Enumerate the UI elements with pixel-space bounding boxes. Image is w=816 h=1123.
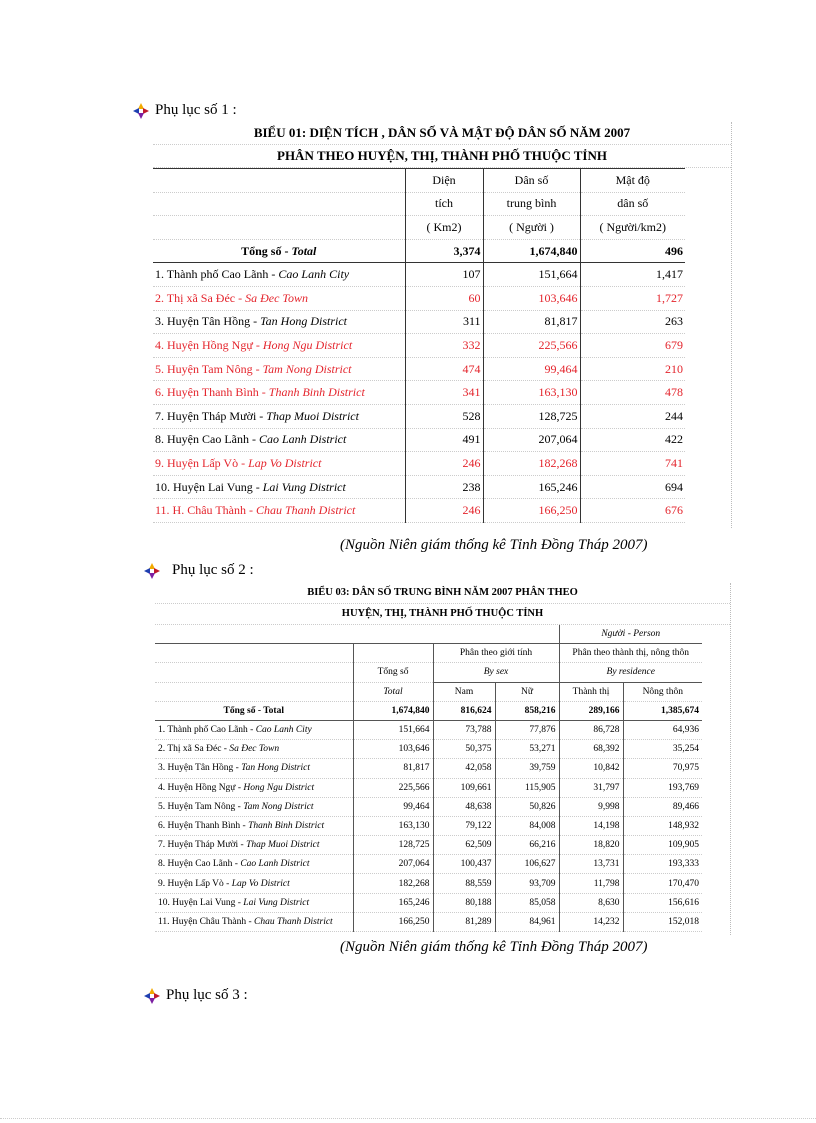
district-name: 2. Thị xã Sa Đéc -: [158, 744, 230, 755]
table-2-header-row: [155, 682, 702, 701]
cell-male: 81,289: [433, 912, 495, 931]
table-2-title-line-2: HUYỆN, THỊ, THÀNH PHỐ THUỘC TỈNH: [155, 604, 730, 625]
table-row: [153, 499, 685, 523]
page-bottom-divider: [0, 1118, 816, 1119]
district-name: 6. Huyện Thanh Bình -: [158, 820, 249, 831]
table-row: [153, 428, 685, 452]
table-row: [153, 310, 685, 334]
cell-male: 100,437: [433, 855, 495, 874]
cell-density: 741: [580, 452, 685, 476]
district-name: 5. Huyện Tam Nông -: [158, 801, 244, 812]
district-name: 2. Thị xã Sa Đéc -: [155, 290, 246, 305]
table-row: [153, 334, 685, 358]
district-name-en: Tan Hong District: [241, 763, 311, 774]
cell-female: 84,961: [495, 912, 559, 931]
district-name-en: Tan Hong District: [260, 314, 347, 329]
cell-total: 225,566: [353, 778, 433, 797]
cell-area: 341: [405, 381, 483, 405]
district-name: 1. Thành phố Cao Lãnh -: [155, 267, 279, 282]
total-population: 1,674,840: [483, 239, 580, 263]
cell-total: 128,725: [353, 836, 433, 855]
cell-rural: 64,936: [623, 720, 702, 739]
district-name: 8. Huyện Cao Lãnh -: [155, 432, 259, 447]
cell-pop: 166,250: [483, 499, 580, 523]
cell-density: 679: [580, 334, 685, 358]
table-1-source: (Nguồn Niên giám thống kê Tỉnh Đồng Tháp 2007): [340, 537, 648, 553]
total-female: 858,216: [495, 701, 559, 720]
table-2: [155, 583, 731, 935]
cell-male: 88,559: [433, 874, 495, 893]
table-row: [155, 797, 702, 816]
cell-total: 207,064: [353, 855, 433, 874]
col-header-density: dân số: [580, 192, 685, 216]
total-label: Tổng số -: [241, 243, 292, 258]
total-male: 816,624: [433, 701, 495, 720]
district-name-en: Cao Lanh District: [240, 859, 310, 870]
cell-male: 50,375: [433, 740, 495, 759]
table-row: [155, 836, 702, 855]
appendix-2-label: Phụ lục số 2 :: [172, 562, 254, 578]
total-urban: 289,166: [559, 701, 623, 720]
col-header-by-residence: Phân theo thành thị, nông thôn: [559, 644, 702, 663]
cell-urban: 9,998: [559, 797, 623, 816]
table-1-header-row: [153, 216, 685, 240]
district-name: 4. Huyện Hồng Ngự -: [158, 782, 244, 793]
col-header-rural: Nông thôn: [623, 682, 702, 701]
cell-female: 85,058: [495, 893, 559, 912]
cell-pop: 225,566: [483, 334, 580, 358]
cell-urban: 13,731: [559, 855, 623, 874]
cell-pop: 81,817: [483, 310, 580, 334]
district-name-en: Tam Nong District: [243, 801, 314, 812]
cell-male: 73,788: [433, 720, 495, 739]
cell-female: 50,826: [495, 797, 559, 816]
cell-male: 42,058: [433, 759, 495, 778]
cell-male: 109,661: [433, 778, 495, 797]
table-2-title-line-1: BIỂU 03: DÂN SỐ TRUNG BÌNH NĂM 2007 PHÂN THEO: [155, 583, 730, 604]
cell-area: 311: [405, 310, 483, 334]
cell-pop: 182,268: [483, 452, 580, 476]
table-row: [155, 893, 702, 912]
table-row: [153, 404, 685, 428]
district-name-en: Thanh Binh District: [248, 820, 325, 831]
table-row: [153, 475, 685, 499]
cell-urban: 11,798: [559, 874, 623, 893]
cell-total: 103,646: [353, 740, 433, 759]
col-header-density: Mật độ: [580, 169, 685, 193]
cell-area: 528: [405, 404, 483, 428]
district-name: 9. Huyện Lấp Vò -: [158, 878, 232, 889]
table-row: [155, 720, 702, 739]
total-label-en: Total: [291, 243, 317, 258]
cell-area: 107: [405, 263, 483, 287]
district-name: 8. Huyện Cao Lãnh -: [158, 859, 241, 870]
table-1-title-line-2: PHÂN THEO HUYỆN, THỊ, THÀNH PHỐ THUỘC TỈNH: [153, 145, 731, 168]
col-header-area-unit: ( Km2): [405, 216, 483, 240]
col-header-female: Nữ: [495, 682, 559, 701]
cell-pop: 207,064: [483, 428, 580, 452]
district-name: 6. Huyện Thanh Bình -: [155, 385, 269, 400]
table-row: [153, 286, 685, 310]
cell-male: 62,509: [433, 836, 495, 855]
table-row: [155, 778, 702, 797]
cell-area: 246: [405, 499, 483, 523]
table-row: [153, 381, 685, 405]
cell-urban: 18,820: [559, 836, 623, 855]
cell-urban: 14,232: [559, 912, 623, 931]
cell-total: 182,268: [353, 874, 433, 893]
cell-urban: 14,198: [559, 816, 623, 835]
col-header-by-residence-en: By residence: [559, 663, 702, 682]
cell-pop: 103,646: [483, 286, 580, 310]
district-name: 11. H. Châu Thành -: [155, 503, 256, 518]
table-row: [155, 816, 702, 835]
cell-urban: 10,842: [559, 759, 623, 778]
district-name: 9. Huyện Lấp Vò -: [155, 455, 249, 470]
table-row: [153, 263, 685, 287]
district-name-en: Thap Muoi District: [266, 408, 359, 423]
table-1-header-row: [153, 169, 685, 193]
table-row: [155, 912, 702, 931]
district-name-en: Lai Vung District: [262, 479, 346, 494]
table-row: [153, 357, 685, 381]
district-name-en: Lap Vo District: [248, 455, 322, 470]
table-1-header-row: [153, 192, 685, 216]
cell-rural: 193,333: [623, 855, 702, 874]
cell-female: 106,627: [495, 855, 559, 874]
col-header-total-en: Total: [353, 682, 433, 701]
cell-total: 99,464: [353, 797, 433, 816]
cell-rural: 89,466: [623, 797, 702, 816]
cell-density: 1,417: [580, 263, 685, 287]
appendix-3-heading: [144, 987, 248, 1004]
cell-rural: 156,616: [623, 893, 702, 912]
table-2-total-row: [155, 701, 702, 720]
cell-area: 238: [405, 475, 483, 499]
table-2-header-row: [155, 644, 702, 663]
cell-pop: 151,664: [483, 263, 580, 287]
table-row: [155, 855, 702, 874]
district-name-en: Cao Lanh District: [258, 432, 347, 447]
appendix-2-heading: [144, 562, 254, 579]
table-1-total-row: [153, 239, 685, 263]
col-header-by-sex: Phân theo giới tính: [433, 644, 559, 663]
col-header-total: Tổng số: [353, 663, 433, 682]
district-name: 10. Huyện Lai Vung -: [155, 479, 263, 494]
cell-total: 166,250: [353, 912, 433, 931]
cell-female: 93,709: [495, 874, 559, 893]
cell-pop: 163,130: [483, 381, 580, 405]
appendix-1-heading: [133, 102, 237, 119]
arrow-bullet-icon: [144, 563, 160, 579]
district-name-en: Tam Nong District: [262, 361, 352, 376]
col-header-urban: Thành thị: [559, 682, 623, 701]
cell-urban: 68,392: [559, 740, 623, 759]
cell-area: 491: [405, 428, 483, 452]
total-label: Tổng số - Total: [155, 701, 353, 720]
cell-female: 53,271: [495, 740, 559, 759]
cell-urban: 31,797: [559, 778, 623, 797]
table-2-grid: [155, 625, 702, 932]
total-density: 496: [580, 239, 685, 263]
cell-male: 48,638: [433, 797, 495, 816]
district-name-en: Chau Thanh District: [256, 503, 356, 518]
cell-area: 246: [405, 452, 483, 476]
district-name-en: Cao Lanh City: [278, 267, 350, 282]
cell-total: 165,246: [353, 893, 433, 912]
arrow-bullet-icon: [144, 988, 160, 1004]
table-2-unit-row: [155, 625, 702, 644]
arrow-bullet-icon: [133, 103, 149, 119]
col-header-density-unit: ( Người/km2): [580, 216, 685, 240]
district-name-en: Sa Đec Town: [245, 290, 308, 305]
cell-rural: 148,932: [623, 816, 702, 835]
district-name-en: Lai Vung District: [243, 897, 310, 908]
cell-male: 79,122: [433, 816, 495, 835]
cell-rural: 70,975: [623, 759, 702, 778]
cell-urban: 8,630: [559, 893, 623, 912]
district-name: 3. Huyện Tân Hồng -: [158, 763, 242, 774]
table-row: [155, 759, 702, 778]
district-name: 11. Huyện Châu Thành -: [158, 916, 255, 927]
table-row: [153, 452, 685, 476]
district-name-en: Thap Muoi District: [246, 840, 320, 851]
appendix-3-label: Phụ lục số 3 :: [166, 987, 248, 1003]
col-header-by-sex-en: By sex: [433, 663, 559, 682]
district-name: 10. Huyện Lai Vung -: [158, 897, 244, 908]
cell-pop: 99,464: [483, 357, 580, 381]
table-row: [155, 874, 702, 893]
table-1-title-line-1: BIỂU 01: DIỆN TÍCH , DÂN SỐ VÀ MẬT ĐỘ DÂN SỐ NĂM 2007: [153, 122, 731, 145]
table-2-source: (Nguồn Niên giám thống kê Tỉnh Đồng Tháp 2007): [340, 939, 648, 955]
cell-rural: 152,018: [623, 912, 702, 931]
district-name-en: Hong Ngu District: [243, 782, 315, 793]
total-rural: 1,385,674: [623, 701, 702, 720]
col-header-area: tích: [405, 192, 483, 216]
cell-density: 676: [580, 499, 685, 523]
total-area: 3,374: [405, 239, 483, 263]
district-name: 1. Thành phố Cao Lãnh -: [158, 725, 256, 736]
district-name: 3. Huyện Tân Hồng -: [155, 314, 261, 329]
cell-rural: 109,905: [623, 836, 702, 855]
appendix-1-label: Phụ lục số 1 :: [155, 102, 237, 118]
cell-density: 478: [580, 381, 685, 405]
cell-female: 66,216: [495, 836, 559, 855]
district-name-en: Chau Thanh District: [254, 916, 333, 927]
cell-area: 332: [405, 334, 483, 358]
cell-female: 39,759: [495, 759, 559, 778]
cell-rural: 35,254: [623, 740, 702, 759]
table-1-grid: [153, 168, 685, 523]
cell-density: 210: [580, 357, 685, 381]
district-name-en: Sa Đec Town: [229, 744, 280, 755]
cell-density: 1,727: [580, 286, 685, 310]
district-name: 7. Huyện Tháp Mười -: [155, 408, 267, 423]
cell-area: 60: [405, 286, 483, 310]
cell-total: 81,817: [353, 759, 433, 778]
cell-total: 151,664: [353, 720, 433, 739]
total-population: 1,674,840: [353, 701, 433, 720]
table-row: [155, 740, 702, 759]
cell-density: 422: [580, 428, 685, 452]
district-name: 7. Huyện Tháp Mười -: [158, 840, 247, 851]
cell-male: 80,188: [433, 893, 495, 912]
district-name: 4. Huyện Hồng Ngự -: [155, 337, 263, 352]
cell-female: 84,008: [495, 816, 559, 835]
col-header-population: trung bình: [483, 192, 580, 216]
cell-pop: 165,246: [483, 475, 580, 499]
cell-density: 694: [580, 475, 685, 499]
col-header-male: Nam: [433, 682, 495, 701]
col-header-area: Diện: [405, 169, 483, 193]
col-header-population-unit: ( Người ): [483, 216, 580, 240]
district-name-en: Cao Lanh City: [255, 725, 312, 736]
district-name-en: Thanh Binh District: [268, 385, 365, 400]
cell-urban: 86,728: [559, 720, 623, 739]
cell-density: 263: [580, 310, 685, 334]
cell-female: 115,905: [495, 778, 559, 797]
district-name-en: Hong Ngu District: [262, 337, 353, 352]
cell-rural: 193,769: [623, 778, 702, 797]
district-name: 5. Huyện Tam Nông -: [155, 361, 263, 376]
cell-pop: 128,725: [483, 404, 580, 428]
cell-area: 474: [405, 357, 483, 381]
table-1: [153, 122, 732, 528]
district-name-en: Lap Vo District: [231, 878, 290, 889]
col-header-population: Dân số: [483, 169, 580, 193]
unit-label: Người - Person: [559, 625, 702, 644]
cell-rural: 170,470: [623, 874, 702, 893]
cell-total: 163,130: [353, 816, 433, 835]
cell-female: 77,876: [495, 720, 559, 739]
cell-density: 244: [580, 404, 685, 428]
table-2-header-row: [155, 663, 702, 682]
